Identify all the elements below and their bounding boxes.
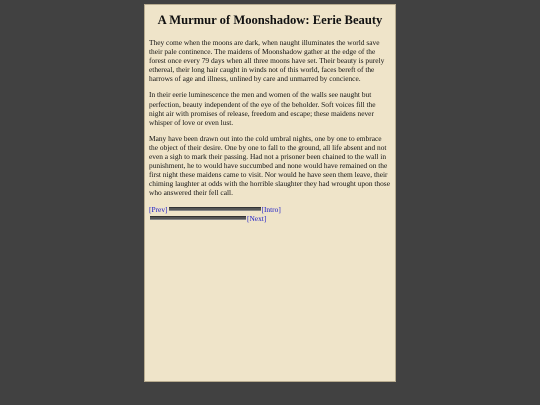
page-navigation bbox=[149, 205, 391, 223]
bracket-open: [ bbox=[149, 204, 152, 214]
bracket-open: [ bbox=[247, 213, 250, 223]
nav-divider-rule bbox=[169, 207, 261, 211]
paragraph-1: They come when the moons are dark, when naught illuminates the world save their pale continence. The maidens of Moonshadow gather at the edge of the forest once every 79 days when all three moons have set. Their beauty is purely ethereal, their long hair caught in winds not of this world, faces bereft of the harrows of age and illness, unlined by care and unmarred by concience. bbox=[149, 38, 385, 84]
bracket-close: ] bbox=[263, 213, 267, 223]
bracket-open: [ bbox=[261, 204, 264, 214]
page-title: A Murmur of Moonshadow: Eerie Beauty bbox=[157, 13, 383, 27]
intro-link[interactable]: Intro bbox=[263, 204, 279, 214]
paragraph-3: Many have been drawn out into the cold umbral nights, one by one to embrace the object of their desire. One by one to fall to the ground, all life absent and not even a sigh to mark their passing. Had not a prisoner been chained to the wall in punishment, he to would have succumbed and none would have remained on the first night these maidens came to visit. Nor would he have seen them leave, their chiming laughter at odds with the horrible slaughter they had wrought upon those who answered their fell call. bbox=[149, 133, 390, 198]
next-link[interactable]: Next bbox=[249, 213, 264, 223]
nav-row-top bbox=[149, 205, 391, 214]
nav-divider-rule bbox=[150, 216, 246, 220]
bracket-close: ] bbox=[165, 204, 168, 214]
nav-row-bottom bbox=[149, 214, 391, 223]
document-page bbox=[144, 4, 396, 382]
paragraph-2: In their eerie luminescence the men and women of the walls see naught but perfection, beauty independent of the eye of the beholder. Soft voices fill the night air with promises of release, freedom and escape; these maidens never whisper of love or even lust. bbox=[149, 90, 376, 127]
bracket-close: ] bbox=[278, 204, 281, 214]
prev-link[interactable]: Prev bbox=[151, 204, 166, 214]
